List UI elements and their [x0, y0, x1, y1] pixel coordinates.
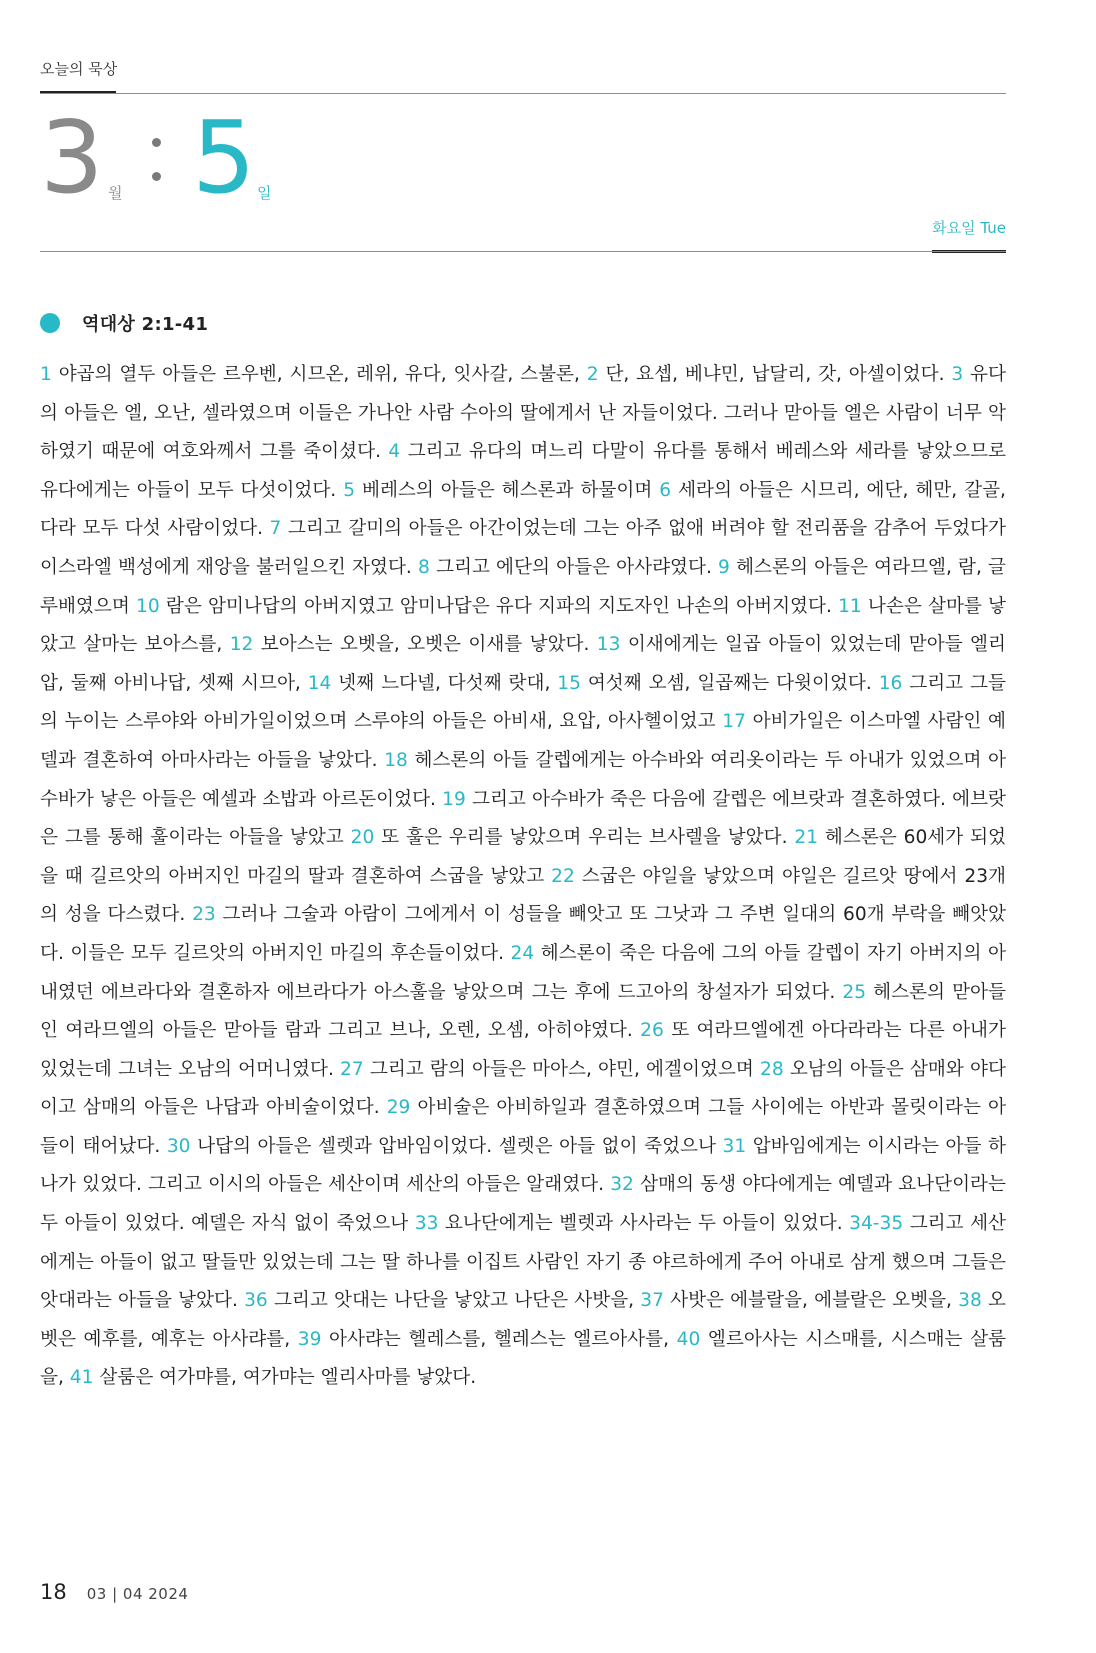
verse-text: 또 훌은 우리를 낳았으며 우리는 브사렐을 낳았다. — [381, 827, 788, 849]
verse-number: 20 — [350, 827, 375, 849]
date-colon — [152, 138, 162, 186]
verse-text: 헤스론의 맏아들인 여라므엘의 아들은 맏아들 람과 그리고 브나, 오렌, 오셈, 아히야였다. — [40, 981, 1006, 1042]
verse-text: 세라의 아들은 시므리, 에단, 헤만, 갈골, 다라 모두 다섯 사람이었다. — [40, 479, 1006, 540]
bullet-icon — [40, 313, 60, 333]
verse-text: 그리고 람의 아들은 마아스, 야민, 에겔이었으며 — [369, 1058, 754, 1080]
verse-text: 스굽은 야일을 낳았으며 야일은 길르앗 땅에서 23개의 성을 다스렸다. — [40, 865, 1006, 926]
header-top-rule — [40, 93, 1006, 94]
verse-text: 아사랴는 헬레스를, 헬레스는 엘르아사를, — [329, 1328, 669, 1350]
verse-text: 그러나 그술과 아람이 그에게서 이 성들을 빼앗고 또 그낫과 그 주변 일대의 60개 부락을 빼앗았다. 이들은 모두 길르앗의 아버지인 마길의 후손들이었다. — [40, 904, 1006, 964]
verse-text: 람은 암미나답의 아버지였고 암미나답은 유다 지파의 지도자인 나손의 아버지였다. — [165, 595, 832, 617]
verse-number: 33 — [414, 1213, 439, 1235]
verse-text: 그리고 아수바가 죽은 다음에 갈렙은 에브랏과 결혼하였다. 에브랏은 그를 통해 훌이라는 아들을 낳았고 — [40, 788, 1006, 849]
verse-number: 1 — [40, 364, 52, 385]
verse-number: 10 — [136, 595, 160, 617]
verse-number: 6 — [659, 479, 672, 501]
verse-number: 34-35 — [849, 1213, 904, 1235]
passage-reference: 역대상 2:1-41 — [82, 314, 209, 335]
verse-number: 41 — [69, 1367, 94, 1389]
verse-number: 19 — [442, 788, 466, 810]
verse-text: 나손은 살마를 낳았고 살마는 보아스를, — [40, 595, 1007, 656]
verse-number: 24 — [510, 942, 535, 964]
verse-text: 헤스론의 아들 갈렙에게는 아수바와 여리옷이라는 두 아내가 있었으며 아수바가 낳은 아들은 예셀과 소밥과 아르돈이었다. — [40, 749, 1006, 810]
verse-number: 37 — [640, 1290, 664, 1312]
verse-text: 오벳은 예후를, 예후는 아사랴를, — [40, 1290, 1006, 1350]
day-number: 5 — [192, 99, 254, 216]
verse-text: 압바임에게는 이시라는 아들 하나가 있었다. 그리고 이시의 아들은 세산이며 세산의 아들은 알래였다. — [40, 1135, 1006, 1196]
verse-number: 26 — [640, 1020, 664, 1042]
verse-text: 사밧은 에블랄을, 에블랄은 오벳을, — [670, 1290, 952, 1312]
verse-number: 8 — [418, 556, 430, 578]
verse-text: 삼매의 동생 야다에게는 예델과 요나단이라는 두 아들이 있었다. 예델은 자식 없이 죽었으나 — [40, 1174, 1006, 1235]
header-bottom-rule — [40, 251, 1006, 252]
verse-number: 23 — [192, 904, 216, 926]
verse-text: 베레스의 아들은 헤스론과 하물이며 — [362, 479, 653, 501]
verse-text: 아비가일은 이스마엘 사람인 예델과 결혼하여 아마사라는 아들을 낳았다. — [40, 711, 1006, 771]
verse-number: 27 — [340, 1058, 364, 1080]
verse-number: 16 — [878, 672, 903, 694]
verse-text: 그리고 세산에게는 아들이 없고 딸들만 있었는데 그는 딸 하나를 이집트 사람인 자기 종 야르하에게 주어 아내로 삼게 했으며 그들은 앗대라는 아들을 낳았다. — [40, 1213, 1006, 1312]
verse-number: 31 — [722, 1135, 747, 1157]
verse-text: 살룸은 여가먀를, 여가먀는 엘리사마를 낳았다. — [99, 1367, 477, 1389]
month-number: 3 — [40, 99, 102, 216]
verse-text: 나답의 아들은 셀렛과 압바임이었다. 셀렛은 아들 없이 죽었으나 — [197, 1135, 716, 1157]
verse-text: 오남의 아들은 삼매와 야다이고 삼매의 아들은 나답과 아비술이었다. — [40, 1058, 1006, 1119]
verse-text: 넷째 느다넬, 다섯째 랏대, — [338, 672, 551, 694]
verse-number: 12 — [229, 634, 254, 656]
issue-date: 03 | 04 2024 — [86, 1585, 189, 1603]
verse-number: 5 — [343, 479, 356, 501]
verse-text: 엘르아사는 시스매를, 시스매는 살룸을, — [40, 1328, 1007, 1389]
verse-text: 그리고 그들의 누이는 스루야와 아비가일이었으며 스루야의 아들은 아비새, 요압, 아사헬이었고 — [40, 672, 1006, 733]
verse-number: 39 — [297, 1328, 322, 1350]
verse-number: 7 — [269, 518, 282, 540]
passage-body — [40, 356, 1006, 1398]
verse-number: 9 — [718, 556, 730, 578]
verse-number: 22 — [551, 865, 575, 887]
verse-number: 40 — [676, 1328, 701, 1350]
page-number: 18 — [40, 1580, 67, 1604]
verse-number: 36 — [244, 1290, 268, 1312]
verse-text: 이새에게는 일곱 아들이 있었는데 맏아들 엘리압, 둘째 아비나답, 셋째 시므아, — [40, 634, 1006, 694]
verse-number: 38 — [958, 1290, 982, 1312]
passage-heading — [40, 310, 208, 336]
verse-text: 단, 요셉, 베냐민, 납달리, 갓, 아셀이었다. — [605, 364, 945, 385]
verse-text: 그리고 앗대는 나단을 낳았고 나단은 사밧을, — [273, 1290, 635, 1312]
verse-number: 32 — [610, 1174, 634, 1196]
verse-number: 2 — [586, 364, 599, 385]
verse-number: 30 — [166, 1135, 191, 1157]
verse-text: 요나단에게는 벨렛과 사사라는 두 아들이 있었다. — [444, 1213, 843, 1235]
verse-text: 또 여라므엘에겐 아다라라는 다른 아내가 있었는데 그녀는 오남의 어머니였다. — [40, 1020, 1006, 1080]
verse-text: 야곱의 열두 아들은 르우벤, 시므온, 레위, 유다, 잇사갈, 스불론, — [58, 364, 580, 385]
verse-number: 4 — [388, 441, 401, 463]
verse-text: 그리고 갈미의 아들은 아간이었는데 그는 아주 없애 버려야 할 전리품을 감추어 두었다가 이스라엘 백성에게 재앙을 불러일으킨 자였다. — [40, 518, 1006, 578]
verse-number: 13 — [596, 634, 621, 656]
verse-text: 헤스론의 아들은 여라므엘, 람, 글루배였으며 — [40, 556, 1007, 617]
verse-text: 헤스론은 60세가 되었을 때 길르앗의 아버지인 마길의 딸과 결혼하여 스굽을 낳았고 — [40, 827, 1006, 887]
verse-text: 헤스론이 죽은 다음에 그의 아들 갈렙이 자기 아버지의 아내였던 에브라다와 결혼하자 에브라다가 아스훌을 낳았으며 그는 후에 드고아의 창설자가 되었다. — [40, 942, 1006, 1003]
verse-text: 아비술은 아비하일과 결혼하였으며 그들 사이에는 아반과 몰릿이라는 아들이 태어났다. — [40, 1097, 1006, 1157]
verse-number: 29 — [386, 1097, 411, 1119]
verse-number: 17 — [722, 711, 746, 733]
month-unit: 월 — [108, 184, 123, 202]
weekday-label: 화요일 Tue — [932, 219, 1006, 237]
day-unit: 일 — [257, 184, 272, 202]
verse-text: 그리고 에단의 아들은 아사랴였다. — [436, 556, 712, 578]
verse-number: 25 — [842, 981, 867, 1003]
verse-number: 21 — [794, 827, 819, 849]
section-title: 오늘의 묵상 — [40, 60, 118, 78]
verse-number: 28 — [760, 1058, 784, 1080]
verse-number: 3 — [951, 364, 964, 385]
page-footer — [40, 1580, 188, 1604]
verse-text: 여섯째 오셈, 일곱째는 다윗이었다. — [587, 672, 872, 694]
verse-text: 보아스는 오벳을, 오벳은 이새를 낳았다. — [260, 634, 590, 656]
verse-number: 14 — [307, 672, 332, 694]
verse-number: 15 — [557, 672, 581, 694]
verse-number: 11 — [838, 595, 862, 617]
verse-text: 그리고 유다의 며느리 다말이 유다를 통해서 베레스와 세라를 낳았으므로 유다에게는 아들이 모두 다섯이었다. — [40, 441, 1006, 501]
verse-text: 유다의 아들은 엘, 오난, 셀라였으며 이들은 가나안 사람 수아의 딸에게서 난 자들이었다. 그러나 맏아들 엘은 사람이 너무 악하였기 때문에 여호와께서 그를 죽이셨다. — [40, 364, 1006, 463]
verse-number: 18 — [384, 749, 408, 771]
